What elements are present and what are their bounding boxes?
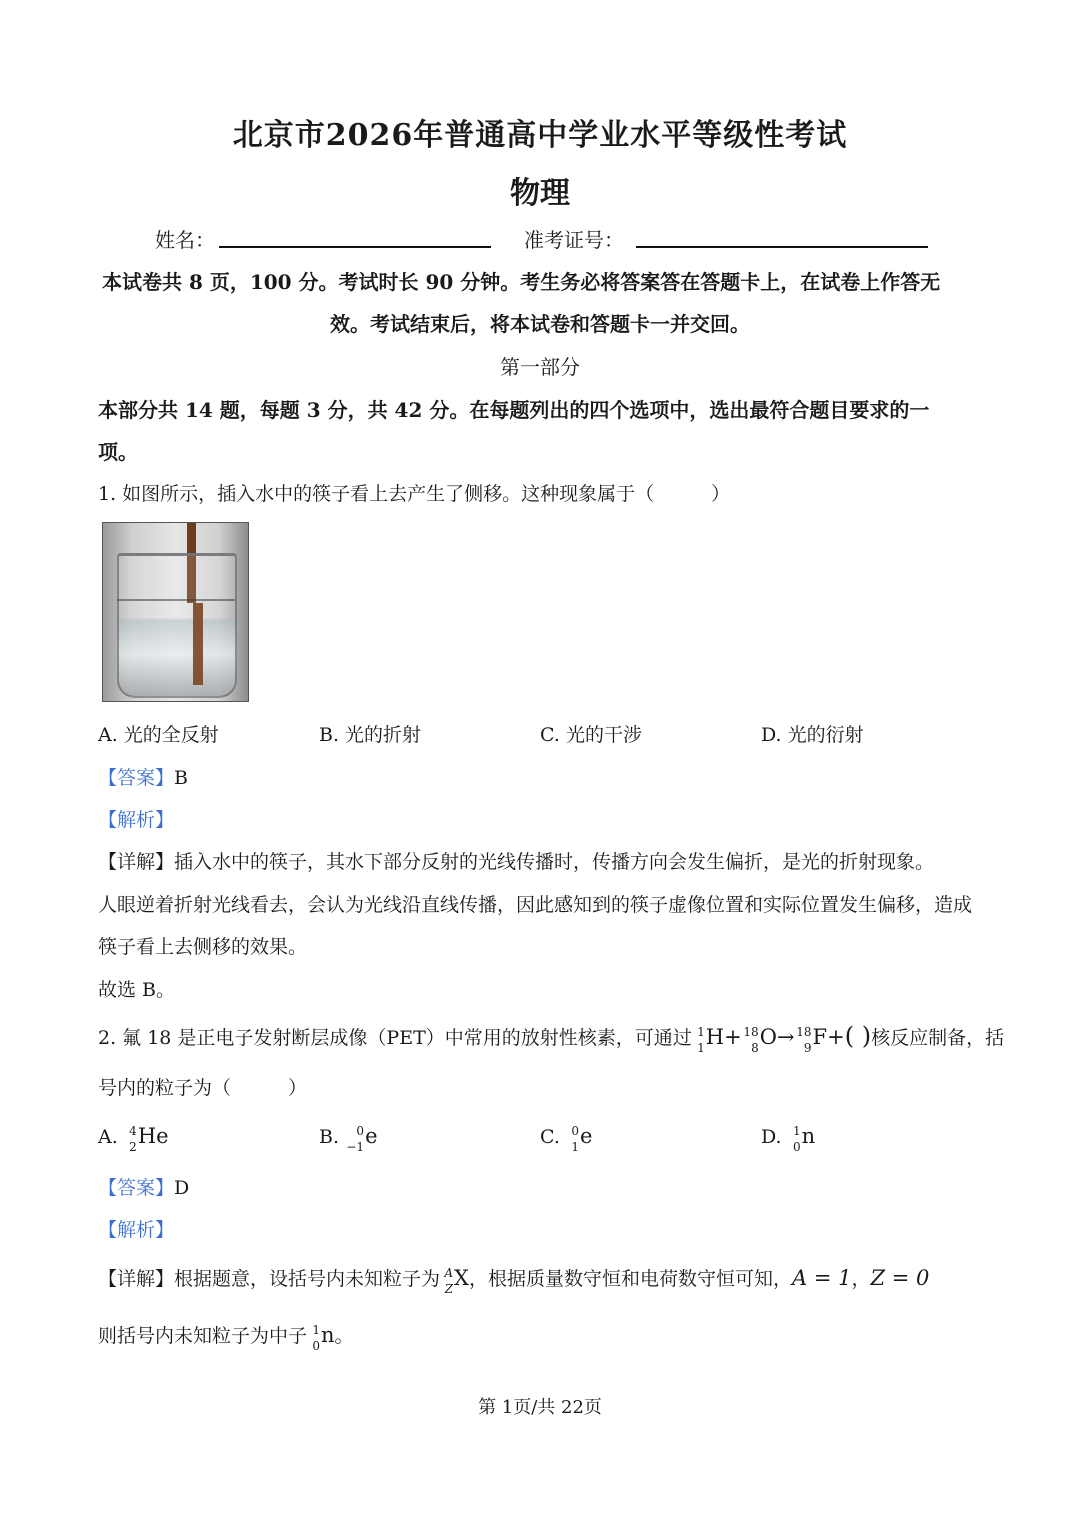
h-charge: 1 — [697, 1040, 705, 1055]
part-heading: 第一部分 — [500, 355, 580, 379]
x-symbol: X — [454, 1266, 469, 1290]
instructions-line1: 本试卷共 8 页，100 分。考试时长 90 分钟。考生务必将答案答在答题卡上，在试卷上作答无 — [102, 270, 941, 294]
q2-analysis-label: 【解析】 — [98, 1219, 175, 1241]
answer-label: 【答案】 — [98, 1177, 175, 1199]
q2-stem-line1 — [98, 1022, 1005, 1055]
detail-label: 【详解】 — [98, 1268, 175, 1290]
q2-option-a — [98, 1124, 169, 1154]
option-letter: A. — [98, 1126, 118, 1148]
option-charge: −1 — [346, 1140, 365, 1154]
f-mass: 18 — [796, 1024, 812, 1039]
q2-stem-text1: 2. 氟 18 是正电子发射断层成像（PET）中常用的放射性核素，可通过 — [98, 1027, 692, 1049]
q1-option-d: D. 光的衍射 — [761, 724, 864, 746]
instructions-line2: 效。考试结束后，将本试卷和答题卡一并交回。 — [330, 312, 750, 336]
q2-detail-text2: ，根据质量数守恒和电荷数守恒可知， — [468, 1268, 792, 1290]
q2-option-b — [319, 1124, 378, 1154]
page-number: 第 1页/共 22页 — [478, 1397, 602, 1418]
x-charge: Z — [444, 1282, 454, 1296]
q1-detail-line1 — [98, 847, 934, 874]
q2-detail-line2 — [98, 1321, 354, 1353]
q1-detail-line3: 筷子看上去侧移的效果。 — [98, 936, 308, 958]
option-letter: C. — [540, 1126, 560, 1148]
plus-sign-2: + — [827, 1025, 845, 1049]
exam-title: 北京市2026年普通高中学业水平等级性考试 — [232, 118, 848, 153]
q2-stem-line2: 号内的粒子为（ ） — [98, 1077, 308, 1099]
reaction-arrow: → — [776, 1025, 795, 1049]
option-charge: 2 — [129, 1140, 137, 1154]
q2-option-d — [761, 1124, 816, 1154]
q2-detail-text1: 根据题意，设括号内未知粒子为 — [174, 1268, 441, 1290]
option-mass: 0 — [571, 1124, 579, 1138]
o-symbol: O — [759, 1025, 777, 1049]
glass-of-water — [117, 553, 237, 698]
n-symbol: n — [321, 1323, 335, 1347]
name-label: 姓名： — [155, 228, 215, 252]
q1-conclusion: 故选 B。 — [98, 979, 176, 1001]
charge-number-result: Z = 0 — [870, 1266, 930, 1290]
h-symbol: H — [705, 1025, 725, 1049]
option-mass: 4 — [129, 1124, 137, 1138]
mass-number-result: A = 1 — [792, 1266, 852, 1290]
q2-stem-text2: 核反应制备，括 — [871, 1027, 1005, 1049]
q2-detail-line1 — [98, 1264, 930, 1296]
id-label: 准考证号： — [524, 228, 624, 252]
option-symbol: e — [579, 1124, 593, 1148]
x-mass: A — [444, 1266, 454, 1280]
option-letter: B. — [319, 1126, 340, 1148]
q2-detail-text3: 则括号内未知粒子为中子 — [98, 1325, 308, 1347]
chopstick-in-water-image — [102, 522, 249, 702]
q1-option-a: A. 光的全反射 — [98, 724, 219, 746]
o-mass: 18 — [743, 1024, 759, 1039]
option-symbol: He — [137, 1124, 169, 1148]
q2-answer: D — [174, 1177, 190, 1199]
part-description: 本部分共 14 题，每题 3 分，共 42 分。在每题列出的四个选项中，选出最符合题目要求的一 — [98, 398, 930, 422]
option-mass: 0 — [356, 1124, 365, 1138]
option-charge: 0 — [793, 1140, 801, 1154]
chopstick-below-water — [193, 603, 203, 685]
option-charge: 1 — [571, 1140, 579, 1154]
q1-option-c: C. 光的干涉 — [540, 724, 642, 746]
period: 。 — [334, 1325, 354, 1347]
option-mass: 1 — [793, 1124, 801, 1138]
separator: ， — [851, 1268, 871, 1290]
q2-option-c — [540, 1124, 593, 1154]
o-charge: 8 — [751, 1040, 759, 1055]
part-description-end: 项。 — [98, 440, 138, 464]
q1-option-b: B. 光的折射 — [319, 724, 422, 746]
n-charge: 0 — [312, 1339, 321, 1353]
q1-detail-text1: 插入水中的筷子，其水下部分反射的光线传播时，传播方向会发生偏折，是光的折射现象。 — [174, 851, 935, 873]
q1-detail-line2: 人眼逆着折射光线看去，会认为光线沿直线传播，因此感知到的筷子虚像位置和实际位置发生偏移，造成 — [98, 894, 973, 916]
plus-sign: + — [724, 1025, 742, 1049]
q2-answer-row — [98, 1173, 189, 1200]
unknown-particle-paren: ( ) — [844, 1022, 872, 1050]
q1-answer-row — [98, 763, 188, 790]
answer-label: 【答案】 — [98, 767, 175, 789]
f-charge: 9 — [803, 1040, 812, 1055]
subject-title: 物理 — [510, 176, 570, 211]
f-symbol: F — [812, 1025, 828, 1049]
h-mass: 1 — [697, 1024, 705, 1039]
option-letter: D. — [761, 1126, 782, 1148]
q1-answer: B — [174, 767, 188, 789]
id-blank-line — [636, 246, 928, 248]
q1-stem: 1. 如图所示，插入水中的筷子看上去产生了侧移。这种现象属于（ ） — [98, 483, 731, 505]
option-symbol: n — [801, 1124, 816, 1148]
option-symbol: e — [365, 1124, 378, 1148]
name-blank-line — [219, 246, 491, 248]
q1-analysis-label: 【解析】 — [98, 809, 175, 831]
n-mass: 1 — [312, 1323, 321, 1337]
nuclear-equation — [692, 1022, 872, 1055]
detail-label: 【详解】 — [98, 851, 175, 873]
water-surface — [117, 599, 235, 601]
